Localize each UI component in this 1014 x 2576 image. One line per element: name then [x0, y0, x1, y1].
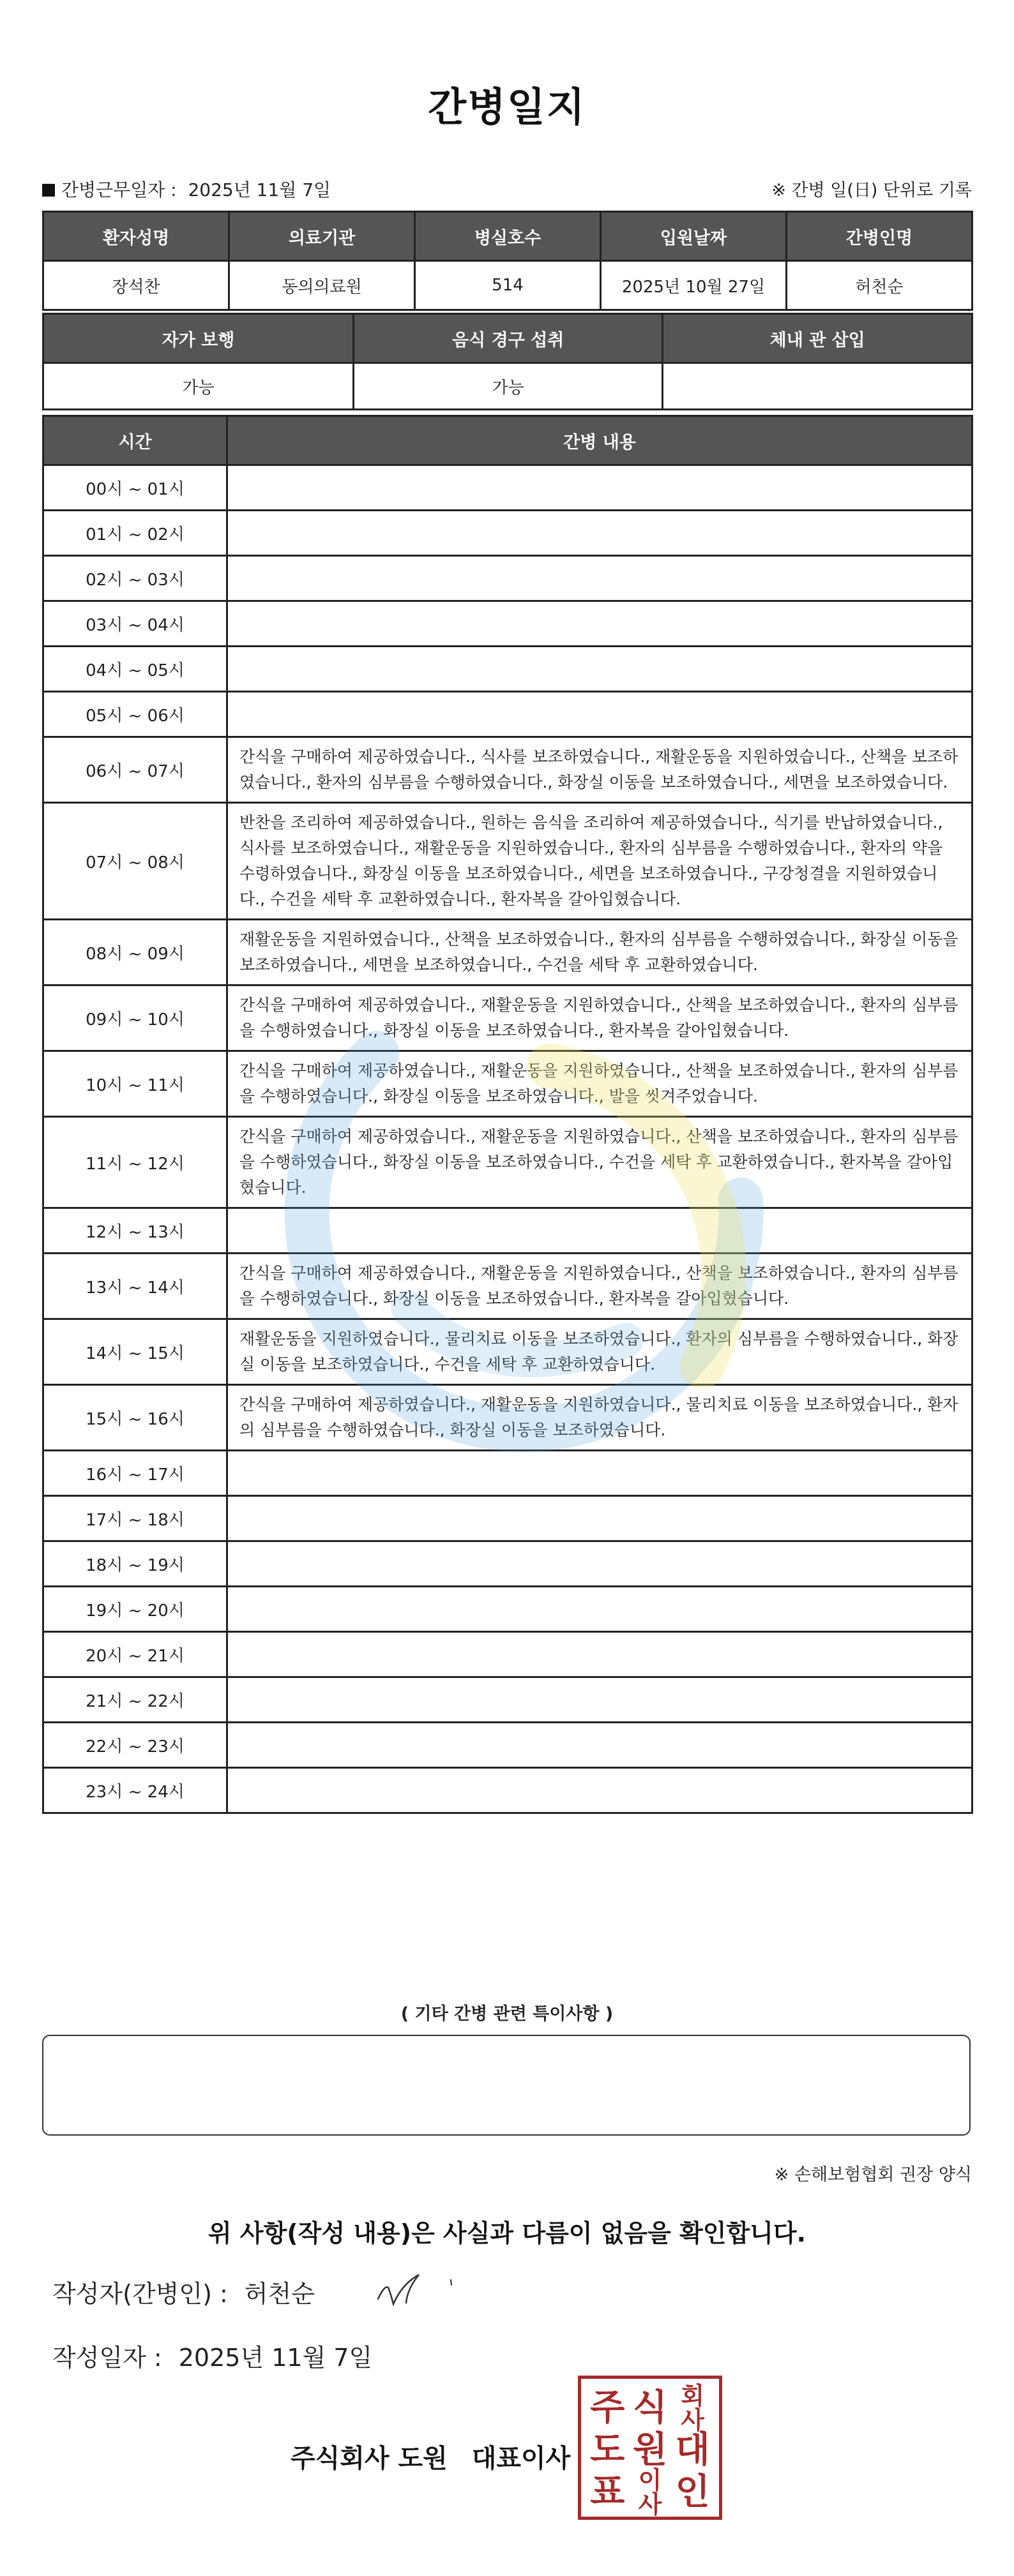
care-log-row	[43, 1051, 972, 1117]
care-log-time: 14시 ~ 15시	[43, 1319, 227, 1385]
care-log-time: 00시 ~ 01시	[43, 465, 227, 511]
written-date-label: 작성일자 :	[52, 2344, 162, 2372]
header-caregiver-name: 간병인명	[787, 212, 972, 261]
care-log-content	[227, 511, 972, 556]
care-log-time: 21시 ~ 22시	[43, 1677, 227, 1723]
hospital-value: 동의의료원	[229, 261, 415, 310]
seal-character	[629, 2429, 672, 2471]
written-date-value: 2025년 11월 7일	[178, 2344, 373, 2372]
care-log-row	[43, 1208, 972, 1254]
header-time: 시간	[43, 416, 227, 465]
work-date-line	[42, 176, 331, 202]
care-log-time: 22시 ~ 23시	[43, 1723, 227, 1768]
seal-character	[629, 2384, 672, 2432]
patient-info-value-row	[43, 261, 972, 310]
care-log-time: 23시 ~ 24시	[43, 1768, 227, 1813]
self-walking-value: 가능	[43, 363, 354, 410]
patient-status-table	[42, 313, 973, 410]
header-tube-insertion: 체내 관 삽입	[663, 314, 972, 363]
care-log-row	[43, 1496, 972, 1541]
care-log-row	[43, 803, 972, 920]
header-room-number: 병실호수	[415, 212, 601, 261]
care-log-body	[43, 465, 972, 1813]
care-log-content	[227, 1768, 972, 1813]
care-log-row	[43, 465, 972, 511]
care-log-row	[43, 1117, 972, 1208]
work-date-value: 2025년 11월 7일	[188, 179, 331, 200]
seal-glyph: 사	[681, 2406, 705, 2434]
care-log-row	[43, 1768, 972, 1813]
patient-info-table	[42, 211, 973, 311]
seal-glyph: 원	[632, 2429, 668, 2471]
bullet-square-icon	[42, 184, 55, 197]
tube-insertion-value	[663, 363, 972, 410]
care-log-time: 11시 ~ 12시	[43, 1117, 227, 1208]
header-oral-intake: 음식 경구 섭취	[353, 314, 663, 363]
form-recommendation-note: ※ 손해보험협회 권장 양식	[774, 2165, 972, 2185]
care-log-time: 13시 ~ 14시	[43, 1254, 227, 1319]
company-seal-stamp	[578, 2376, 722, 2520]
care-log-content: 간식을 구매하여 제공하였습니다., 재활운동을 지원하였습니다., 산책을 보조하였습니다., 환자의 심부름을 수행하였습니다., 화장실 이동을 보조하였습니다., 환자복을 갈아입혔습니다.	[227, 985, 972, 1051]
care-log-content: 반찬을 조리하여 제공하였습니다., 원하는 음식을 조리하여 제공하였습니다., 식기를 반납하였습니다., 식사를 보조하였습니다., 재활운동을 지원하였습니다., 환자의 심부름을 수행하였습니다., 환자의 약을 수령하였습니다., 화장실 이동을 보조하였습니다., 세면을 보조하였습니다., 구강청결을 지원하였습니다., 수건을 세탁 후 교환하였습니다., 환자복을 갈아입혔습니다.	[227, 803, 972, 920]
care-log-row	[43, 1254, 972, 1319]
company-name: 주식회사 도원	[291, 2444, 448, 2473]
seal-glyph: 표	[590, 2471, 625, 2513]
care-log-row	[43, 1632, 972, 1677]
seal-glyph: 회	[681, 2382, 705, 2410]
care-log-time: 03시 ~ 04시	[43, 601, 227, 647]
oral-intake-value: 가능	[353, 363, 663, 410]
writer-name: 허천순	[244, 2280, 315, 2308]
care-log-content	[227, 1451, 972, 1496]
header-hospital: 의료기관	[229, 212, 415, 261]
seal-character	[671, 2384, 714, 2432]
header-self-walking: 자가 보행	[43, 314, 354, 363]
confirmation-statement: 위 사항(작성 내용)은 사실과 다름이 없음을 확인합니다.	[208, 2219, 806, 2247]
care-log-row	[43, 737, 972, 803]
care-log-content	[227, 465, 972, 511]
care-log-time: 06시 ~ 07시	[43, 737, 227, 803]
care-log-time: 07시 ~ 08시	[43, 803, 227, 920]
seal-character	[586, 2429, 629, 2471]
care-log-row	[43, 647, 972, 692]
care-log-content	[227, 647, 972, 692]
care-log-content	[227, 556, 972, 601]
care-log-row	[43, 1677, 972, 1723]
care-log-time: 19시 ~ 20시	[43, 1587, 227, 1632]
care-log-row	[43, 985, 972, 1051]
patient-name-value: 장석찬	[43, 261, 229, 310]
seal-character	[671, 2429, 714, 2471]
header-patient-name: 환자성명	[43, 212, 229, 261]
seal-character	[586, 2468, 629, 2517]
care-log-time: 20시 ~ 21시	[43, 1632, 227, 1677]
care-log-time: 01시 ~ 02시	[43, 511, 227, 556]
care-log-content	[227, 1208, 972, 1254]
care-log-header-row	[43, 416, 972, 465]
seal-character	[586, 2384, 629, 2432]
care-log-row	[43, 1451, 972, 1496]
seal-characters	[586, 2382, 714, 2519]
care-log-table	[42, 415, 973, 1814]
writer-line	[52, 2274, 315, 2309]
seal-glyph: 주	[590, 2387, 625, 2429]
seal-glyph: 사	[638, 2490, 662, 2519]
care-log-row	[43, 1587, 972, 1632]
company-representative: 대표이사	[471, 2444, 571, 2473]
care-log-time: 02시 ~ 03시	[43, 556, 227, 601]
special-notes-title: ( 기타 간병 관련 특이사항 )	[400, 2004, 614, 2024]
care-log-time: 10시 ~ 11시	[43, 1051, 227, 1117]
signature-icon	[374, 2266, 464, 2310]
care-log-row	[43, 601, 972, 647]
care-log-content	[227, 1541, 972, 1587]
care-log-content: 간식을 구매하여 제공하였습니다., 재활운동을 지원하였습니다., 산책을 보조하였습니다., 환자의 심부름을 수행하였습니다., 화장실 이동을 보조하였습니다., 수건을 세탁 후 교환하였습니다., 환자복을 갈아입혔습니다.	[227, 1117, 972, 1208]
care-log-content	[227, 1496, 972, 1541]
care-log-time: 18시 ~ 19시	[43, 1541, 227, 1587]
seal-glyph: 이	[638, 2466, 662, 2494]
care-log-content	[227, 1723, 972, 1768]
patient-status-header-row	[43, 314, 972, 363]
care-log-row	[43, 1541, 972, 1587]
care-log-content: 간식을 구매하여 제공하였습니다., 식사를 보조하였습니다., 재활운동을 지원하였습니다., 산책을 보조하였습니다., 환자의 심부름을 수행하였습니다., 화장실 이동을 보조하였습니다., 세면을 보조하였습니다.	[227, 737, 972, 803]
document-title: 간병일지	[428, 84, 586, 130]
unit-note: ※ 간병 일(日) 단위로 기록	[771, 181, 972, 200]
care-log-time: 16시 ~ 17시	[43, 1451, 227, 1496]
care-log-row	[43, 920, 972, 985]
care-log-time: 15시 ~ 16시	[43, 1385, 227, 1451]
admission-date-value: 2025년 10월 27일	[601, 261, 787, 310]
seal-glyph: 도	[590, 2429, 625, 2471]
care-log-content: 재활운동을 지원하였습니다., 물리치료 이동을 보조하였습니다., 환자의 심부름을 수행하였습니다., 화장실 이동을 보조하였습니다., 수건을 세탁 후 교환하였습니다.	[227, 1319, 972, 1385]
care-log-time: 09시 ~ 10시	[43, 985, 227, 1051]
care-log-time: 05시 ~ 06시	[43, 692, 227, 737]
care-log-row	[43, 692, 972, 737]
care-log-time: 08시 ~ 09시	[43, 920, 227, 985]
care-log-row	[43, 1319, 972, 1385]
care-log-content: 간식을 구매하여 제공하였습니다., 재활운동을 지원하였습니다., 산책을 보조하였습니다., 환자의 심부름을 수행하였습니다., 화장실 이동을 보조하였습니다., 발을 씻겨주었습니다.	[227, 1051, 972, 1117]
seal-character	[629, 2468, 672, 2517]
special-notes-box	[42, 2035, 971, 2136]
care-log-row	[43, 1723, 972, 1768]
care-log-content	[227, 1587, 972, 1632]
care-log-content	[227, 601, 972, 647]
care-log-content	[227, 1632, 972, 1677]
seal-glyph: 식	[632, 2387, 668, 2429]
company-line	[291, 2438, 570, 2475]
care-log-time: 12시 ~ 13시	[43, 1208, 227, 1254]
writer-label: 작성자(간병인) :	[52, 2280, 228, 2308]
work-date-label: 간병근무일자 :	[61, 179, 177, 200]
care-log-content	[227, 692, 972, 737]
caregiver-name-value: 허천순	[787, 261, 972, 310]
care-log-content: 재활운동을 지원하였습니다., 산책을 보조하였습니다., 환자의 심부름을 수행하였습니다., 화장실 이동을 보조하였습니다., 세면을 보조하였습니다., 수건을 세탁 후 교환하였습니다.	[227, 920, 972, 985]
seal-glyph: 인	[675, 2471, 710, 2513]
seal-glyph: 대	[675, 2429, 710, 2471]
care-log-time: 17시 ~ 18시	[43, 1496, 227, 1541]
care-log-row	[43, 1385, 972, 1451]
written-date-line	[52, 2338, 372, 2373]
header-care-content: 간병 내용	[227, 416, 972, 465]
care-log-time: 04시 ~ 05시	[43, 647, 227, 692]
header-admission-date: 입원날짜	[601, 212, 787, 261]
patient-info-header-row	[43, 212, 972, 261]
room-number-value: 514	[415, 261, 601, 310]
seal-character	[671, 2468, 714, 2517]
care-log-content: 간식을 구매하여 제공하였습니다., 재활운동을 지원하였습니다., 산책을 보조하였습니다., 환자의 심부름을 수행하였습니다., 화장실 이동을 보조하였습니다., 환자복을 갈아입혔습니다.	[227, 1254, 972, 1319]
patient-status-value-row	[43, 363, 972, 410]
care-log-row	[43, 511, 972, 556]
care-log-content	[227, 1677, 972, 1723]
care-log-content: 간식을 구매하여 제공하였습니다., 재활운동을 지원하였습니다., 물리치료 이동을 보조하였습니다., 환자의 심부름을 수행하였습니다., 화장실 이동을 보조하였습니다.	[227, 1385, 972, 1451]
care-log-row	[43, 556, 972, 601]
